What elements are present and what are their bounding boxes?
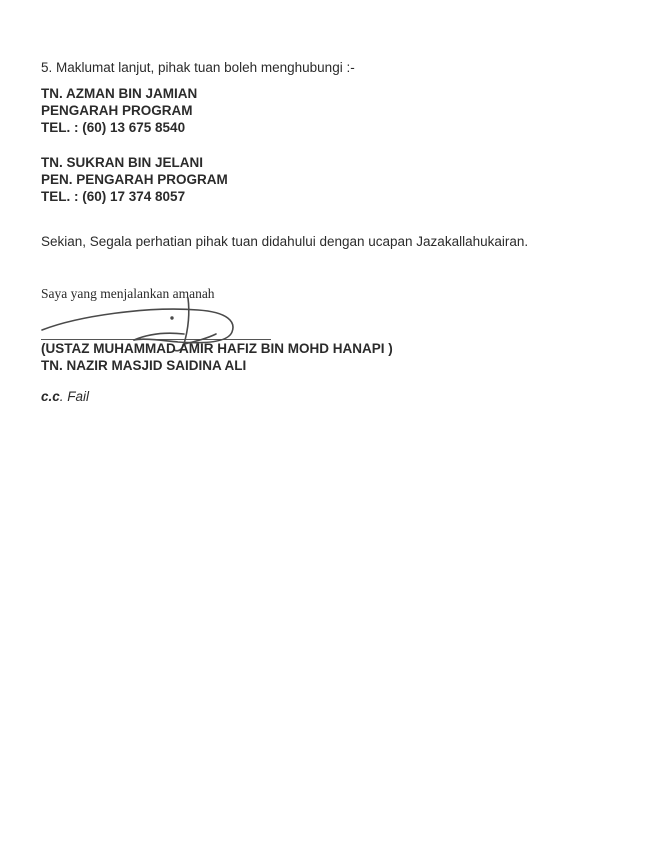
signoff-text: Saya yang menjalankan amanah (41, 286, 215, 301)
cc-value: . Fail (59, 389, 90, 404)
contact-1-role: PENGARAH PROGRAM (41, 103, 193, 118)
contact-1-name: TN. AZMAN BIN JAMIAN (41, 86, 198, 101)
contact-2-name: TN. SUKRAN BIN JELANI (41, 155, 204, 170)
closing-text: Sekian, Segala perhatian pihak tuan didahului dengan ucapan Jazakallahukairan. (41, 234, 529, 249)
contact-2-role: PEN. PENGARAH PROGRAM (41, 172, 228, 187)
paragraph-5: 5. Maklumat lanjut, pihak tuan boleh menghubungi :- (41, 60, 355, 75)
contact-2-tel: TEL. : (60) 17 374 8057 (41, 189, 186, 204)
signatory-name: (USTAZ MUHAMMAD AMIR HAFIZ BIN MOHD HANAPI ) (41, 341, 393, 356)
cc-label: c.c (41, 389, 60, 404)
signatory-title: TN. NAZIR MASJID SAIDINA ALI (41, 358, 247, 373)
cc-line (41, 388, 89, 405)
contact-1-tel: TEL. : (60) 13 675 8540 (41, 120, 186, 135)
